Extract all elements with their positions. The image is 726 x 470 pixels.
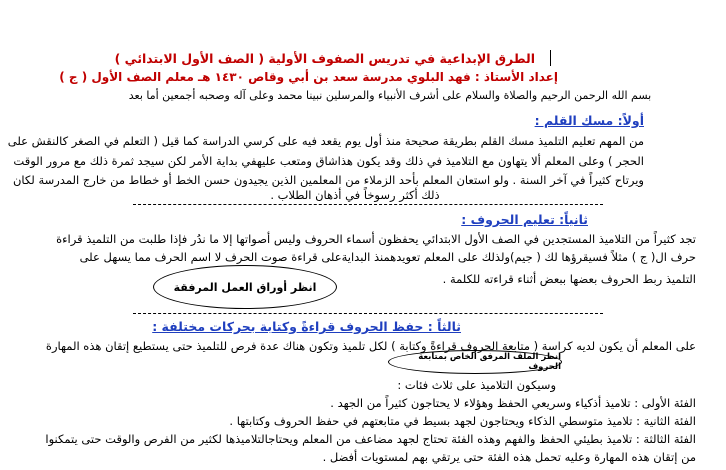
section2-line-1: تجد كثيراً من التلاميذ المستجدين في الصف الأول الابتدائي يحفظون أسماء الحروف وليس أصواتها إلا ما ندُر فإذا طلبت من التلميذ قراءة xyxy=(56,232,696,246)
worksheets-oval: انظر أوراق العمل المرفقة xyxy=(153,265,337,309)
tracking-file-oval: انظر الملف المرفق الخاص بمتابعة الحروف xyxy=(388,350,562,374)
section-heading-3: ثالثاً : حفظ الحروف قراءةً وكتابة بحركات مختلفة : xyxy=(152,319,461,334)
section1-line-2: الحجر ) وعلى المعلم ألا يتهاون مع التلاميذ في ذلك وقد يكون هذاشاق ومتعب عليهفي بداية الأمر لكن سيجد ثمرة ذلك مع مرور الوقت xyxy=(13,154,644,168)
basmala-line: بسم الله الرحمن الرحيم والصلاة والسلام على أشرف الأنبياء والمرسلين نبينا محمد وعلى آله وصحبه أجمعين أما بعد xyxy=(128,89,652,102)
section3-line-3: الفئة الأولى : تلاميذ أذكياء وسريعي الحفظ وهؤلاء لا يحتاجون كثيراً من الجهد . xyxy=(330,396,696,410)
section2-line-3: التلميذ ربط الحروف بعضها ببعض أثناء قراءته للكلمة . xyxy=(442,272,696,286)
section1-line-4: ذلك أكثر رسوخاً في أذهان الطلاب . xyxy=(270,188,440,202)
text-cursor xyxy=(550,50,551,66)
section1-line-3: ويرتاح كثيراً في آخر السنة . ولو استعان المعلم بأحد الزملاء من المعلمين الذين يجيدون حسن الخط أو خطاط من خارج المدرسة لكان xyxy=(12,173,644,187)
section2-line-2: حرف ال( ج ) مثلاً فسيقرؤها لك ( جيم)ولذلك على المعلم تعويدهمنذ البدايةعلى قراءة صوت الحرف لا اسم الحرف مما يسهل على xyxy=(79,250,696,264)
section3-line-6: من إتقان هذه المهارة وعليه تحمل هذه الفئة حتى يرتقي بهم لمستويات أفضل . xyxy=(322,450,696,464)
section1-line-1: من المهم تعليم التلميذ مسك القلم بطريقة صحيحة منذ أول يوم يقعد فيه على كرسي الدراسة كما قيل ( التعلم في الصغر كالنقش على xyxy=(7,134,644,148)
section3-line-2: وسيكون التلاميذ على ثلاث فئات : xyxy=(397,378,556,392)
separator-1 xyxy=(133,204,603,205)
separator-2 xyxy=(133,313,603,314)
section3-line-5: الفئة الثالثة : تلاميذ بطيئي الحفظ والفهم وهذه الفئة تحتاج لجهد مضاعف من المعلم ويحتاجالتلاميذها لكثير من الفرص والوقت حتى يتمكنوا xyxy=(45,432,696,446)
section-heading-1: أولاً: مسك القلم : xyxy=(534,113,644,128)
document-title: الطرق الإبداعية في تدريس الصفوف الأولية ( الصف الأول الابتدائي ) xyxy=(114,51,535,66)
section3-line-4: الفئة الثانية : تلاميذ متوسطي الذكاء ويحتاجون لجهد بسيط في متابعتهم في حفظ الحروف وكتابتها . xyxy=(229,414,696,428)
section3-line-1: على المعلم أن يكون لديه كراسة ( متابعة الحروف قراءةً وكتابة ) لكل تلميذ وتكون هناك عدة فرص للتلميذ حتى يستطيع إتقان هذه المهارة xyxy=(45,339,696,353)
section-heading-2: ثانياً: تعليم الحروف : xyxy=(461,212,588,227)
author-line: إعداد الأستاذ : فهد البلوي مدرسة سعد بن أبي وقاص ١٤٣٠ هـ معلم الصف الأول ( ج ) xyxy=(59,70,558,84)
